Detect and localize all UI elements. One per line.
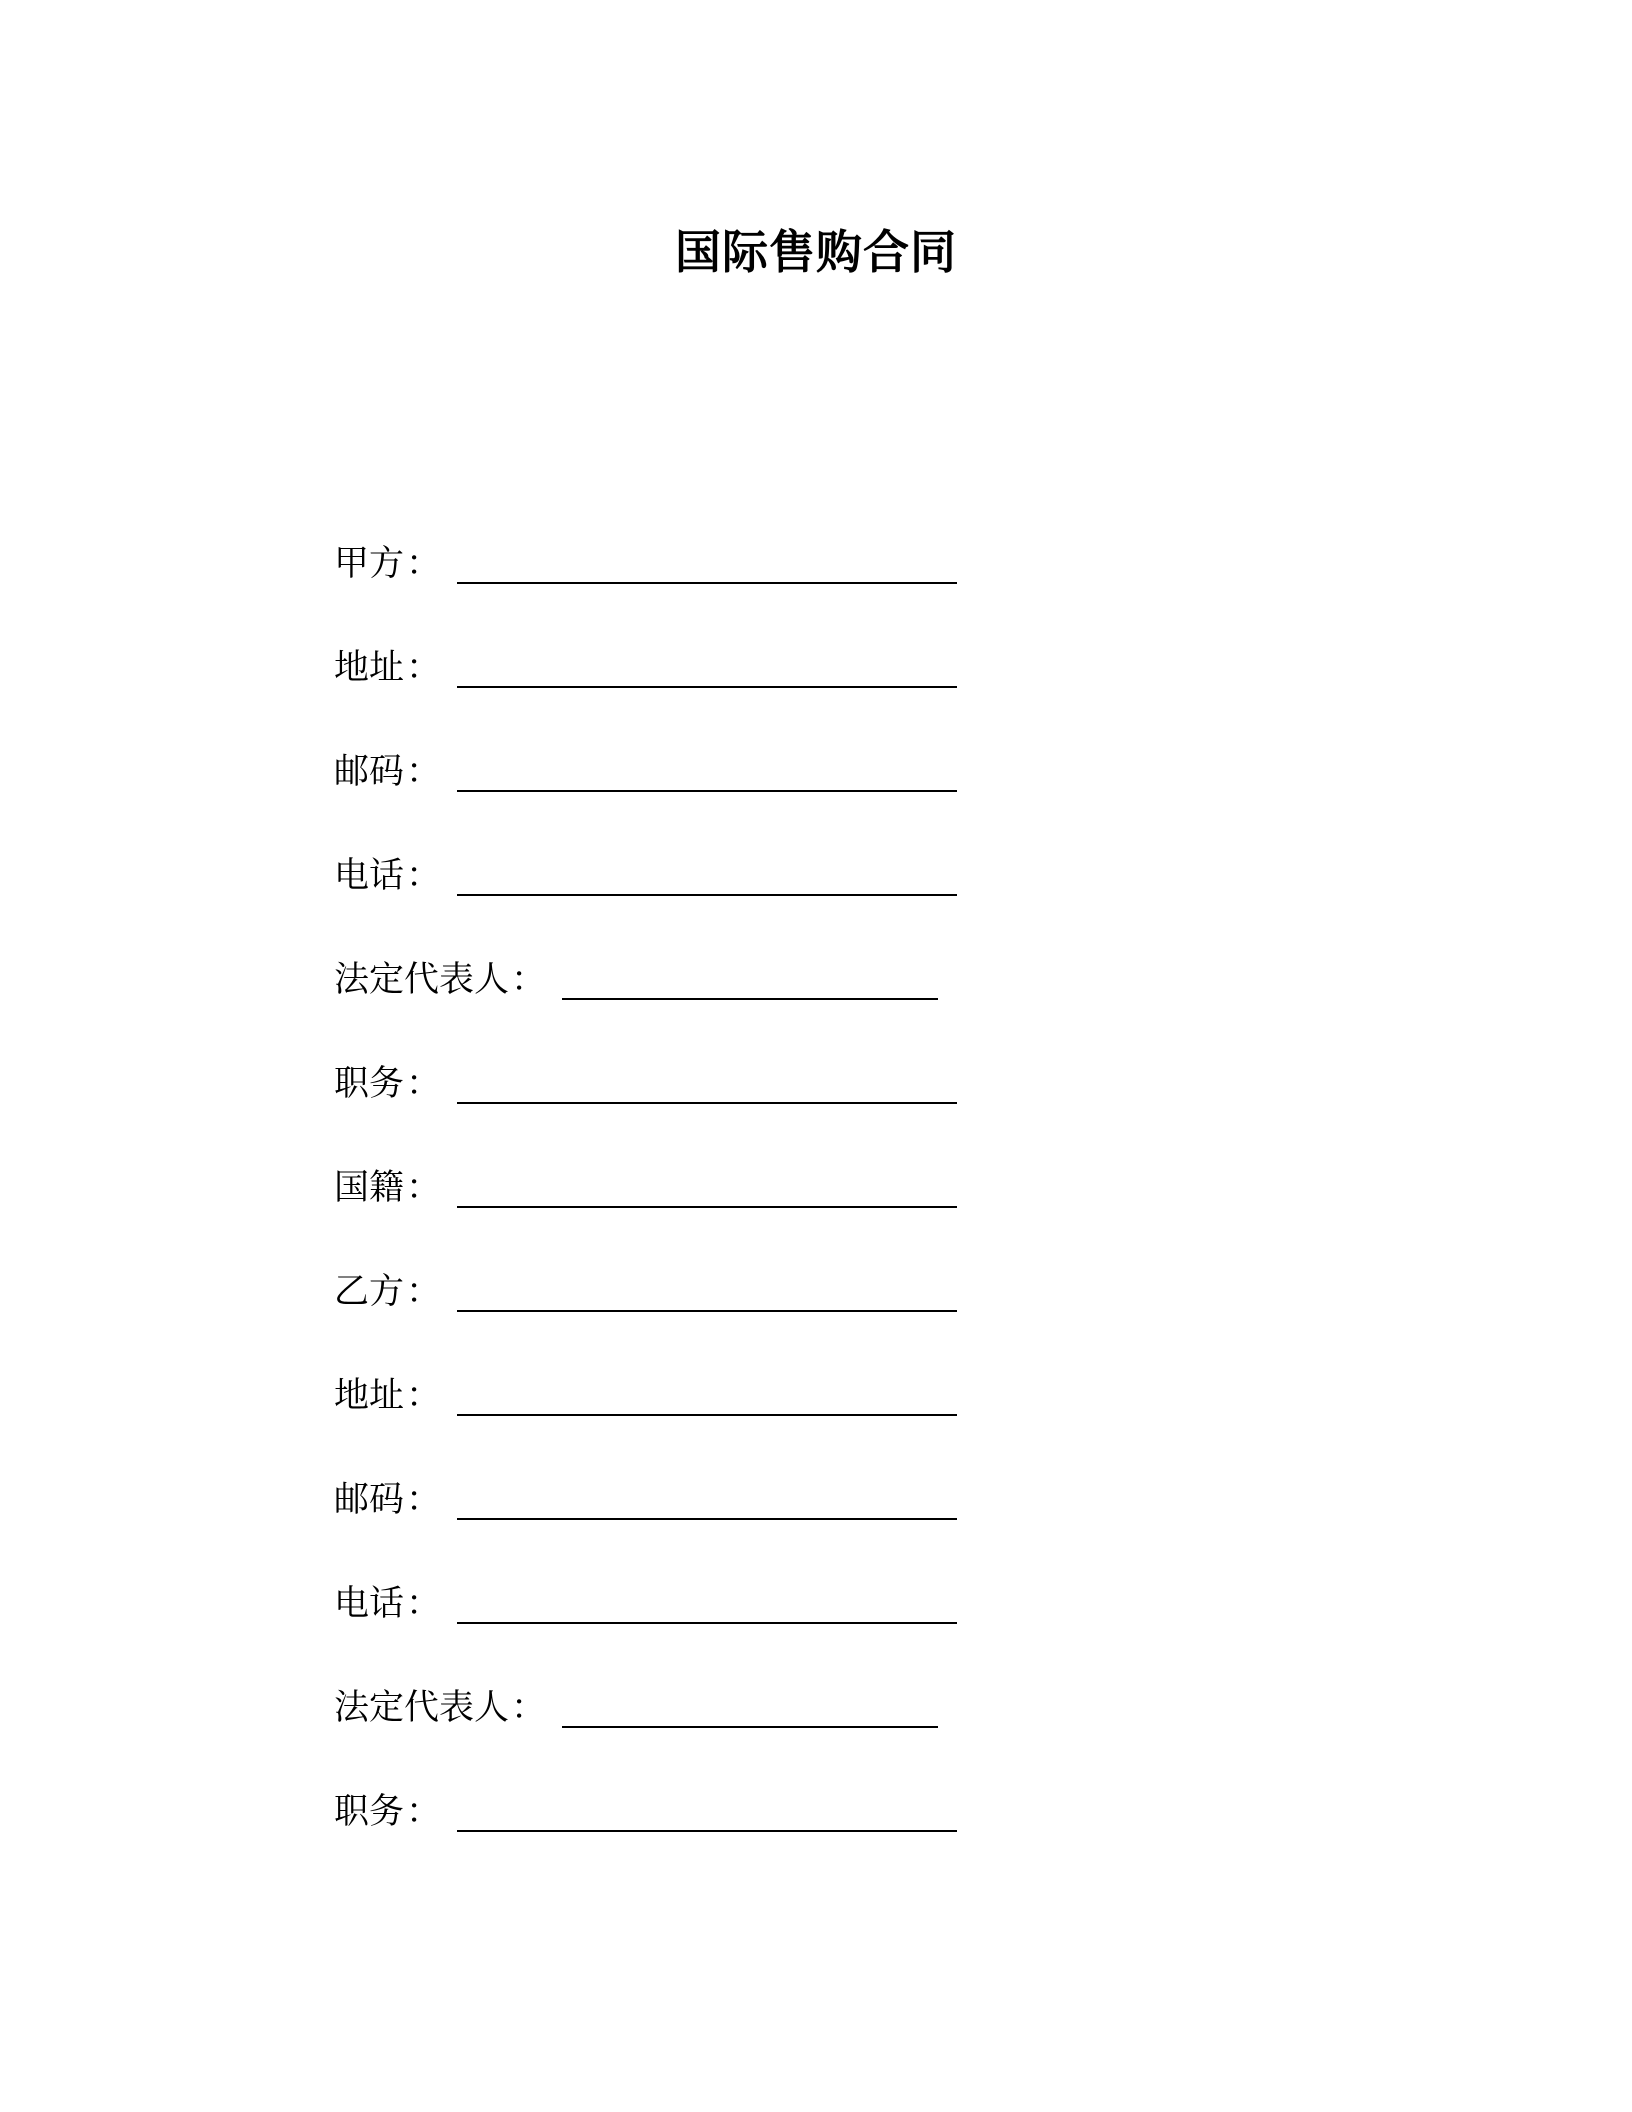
field-label-address: 地址 [334,1376,405,1416]
field-label-party-a: 甲方 [334,544,405,584]
field-row-party-a [334,490,1334,594]
field-row-party-a-legal-rep [334,906,1334,1010]
field-colon: ： [406,1168,442,1208]
fill-blank-party-a-legal-rep[interactable] [562,998,938,1000]
field-colon: ： [406,1272,442,1312]
fill-blank-party-a-position[interactable] [457,1102,957,1104]
field-colon: ： [406,1376,442,1416]
field-label-postcode: 邮码 [334,752,405,792]
fill-blank-party-b-address[interactable] [457,1414,957,1416]
fill-blank-party-a-address[interactable] [457,686,957,688]
field-row-party-b-legal-rep [334,1634,1334,1738]
document-title: 国际售购合同 [675,225,957,279]
field-row-party-a-phone [334,802,1334,906]
field-row-party-b [334,1218,1334,1322]
party-info-fields [334,490,1334,1842]
field-label-nationality: 国籍 [334,1168,405,1208]
field-row-party-a-postcode [334,698,1334,802]
field-colon: ： [406,648,442,688]
field-label-postcode: 邮码 [334,1480,405,1520]
field-row-party-a-address [334,594,1334,698]
field-label-position: 职务 [334,1064,405,1104]
field-label-position: 职务 [334,1792,405,1832]
fill-blank-party-a-postcode[interactable] [457,790,957,792]
fill-blank-party-b-phone[interactable] [457,1622,957,1624]
fill-blank-party-b-postcode[interactable] [457,1518,957,1520]
field-row-party-a-position [334,1010,1334,1114]
field-row-party-b-address [334,1322,1334,1426]
fill-blank-party-a-phone[interactable] [457,894,957,896]
field-row-party-b-phone [334,1530,1334,1634]
field-colon: ： [406,544,442,584]
fill-blank-party-a[interactable] [457,582,957,584]
field-label-party-b: 乙方 [334,1272,405,1312]
fill-blank-party-b-position[interactable] [457,1830,957,1832]
field-row-party-b-position [334,1738,1334,1842]
field-colon: ： [511,960,547,1000]
field-label-phone: 电话 [334,856,405,896]
field-colon: ： [406,1480,442,1520]
fill-blank-party-b-legal-rep[interactable] [562,1726,938,1728]
field-colon: ： [406,752,442,792]
fill-blank-party-b[interactable] [457,1310,957,1312]
field-label-legal-rep: 法定代表人 [334,960,510,1000]
field-row-party-b-postcode [334,1426,1334,1530]
field-label-address: 地址 [334,648,405,688]
field-label-phone: 电话 [334,1584,405,1624]
field-colon: ： [406,856,442,896]
field-label-legal-rep: 法定代表人 [334,1688,510,1728]
field-row-party-a-nationality [334,1114,1334,1218]
field-colon: ： [406,1792,442,1832]
field-colon: ： [406,1064,442,1104]
field-colon: ： [406,1584,442,1624]
fill-blank-party-a-nationality[interactable] [457,1206,957,1208]
field-colon: ： [511,1688,547,1728]
